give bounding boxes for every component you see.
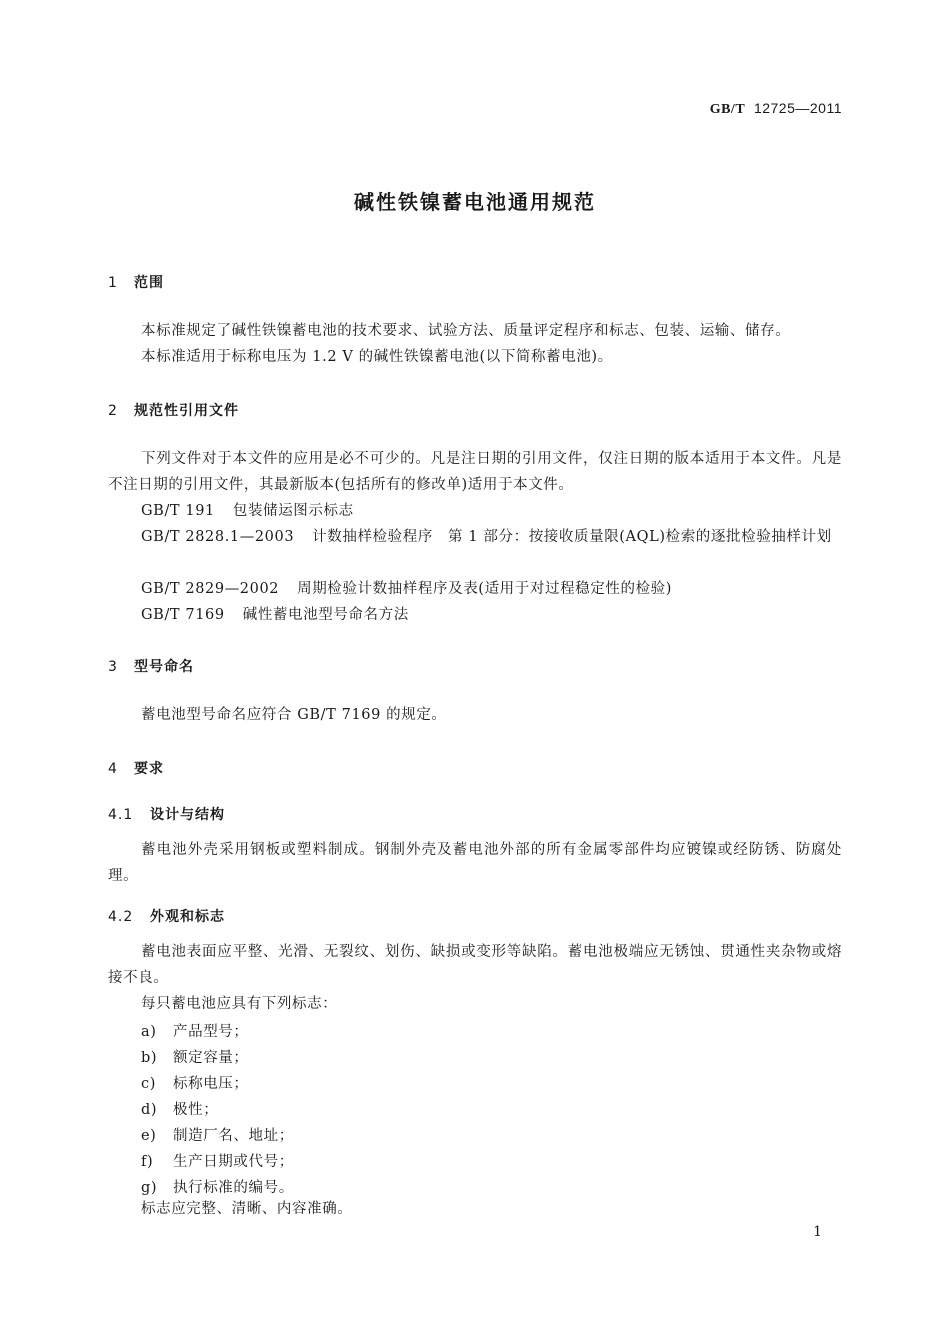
list-item xyxy=(141,1098,218,1119)
standard-code xyxy=(710,100,842,118)
section-3-heading xyxy=(108,656,194,676)
list-text: 执行标准的编号。 xyxy=(173,1180,294,1196)
reference-title: 碱性蓄电池型号命名方法 xyxy=(242,607,409,623)
list-label: d) xyxy=(141,1102,158,1118)
section-4-heading xyxy=(108,758,164,778)
appearance-paragraph: 蓄电池表面应平整、光滑、无裂纹、划伤、缺损或变形等缺陷。蓄电池极端应无锈蚀、贯通性夹杂物或熔接不良。 xyxy=(108,944,842,986)
reference-item xyxy=(108,576,842,602)
reference-code: GB/T 2828.1—2003 xyxy=(141,529,295,545)
list-item xyxy=(141,1072,249,1093)
list-text: 额定容量； xyxy=(173,1050,249,1066)
list-text: 制造厂名、地址； xyxy=(173,1128,294,1144)
subsection-4-2-heading xyxy=(108,906,225,926)
list-item xyxy=(141,1020,249,1041)
standard-prefix: GB/T xyxy=(709,102,746,117)
list-label: b) xyxy=(141,1050,158,1066)
list-text: 生产日期或代号； xyxy=(173,1154,294,1170)
design-structure-paragraph: 蓄电池外壳采用钢板或塑料制成。钢制外壳及蓄电池外部的所有金属零部件均应镀镍或经防锈、防腐处理。 xyxy=(108,842,842,884)
reference-code: GB/T 2829—2002 xyxy=(141,581,280,597)
section-title: 型号命名 xyxy=(134,659,194,675)
list-label: a) xyxy=(141,1024,157,1040)
list-label: c) xyxy=(141,1076,156,1092)
section-number: 3 xyxy=(108,659,118,675)
section-2-heading xyxy=(108,400,239,420)
scope-paragraph-1: 本标准规定了碱性铁镍蓄电池的技术要求、试验方法、质量评定程序和标志、包装、运输、储存。 xyxy=(141,323,791,339)
document-title: 碱性铁镍蓄电池通用规范 xyxy=(354,190,596,214)
list-item xyxy=(141,1176,294,1197)
list-label: g) xyxy=(141,1180,158,1196)
subsection-number: 4.2 xyxy=(108,909,134,925)
subsection-number: 4.1 xyxy=(108,807,134,823)
list-item xyxy=(141,1150,294,1171)
reference-code: GB/T 191 xyxy=(141,503,215,519)
page-number: 1 xyxy=(813,1224,822,1240)
marking-closing: 标志应完整、清晰、内容准确。 xyxy=(141,1201,353,1217)
list-text: 产品型号； xyxy=(173,1024,249,1040)
list-text: 标称电压； xyxy=(173,1076,249,1092)
section-title: 范围 xyxy=(134,275,164,291)
reference-item xyxy=(108,498,842,524)
section-title: 规范性引用文件 xyxy=(134,403,239,419)
list-label: e) xyxy=(141,1128,157,1144)
list-item xyxy=(141,1046,249,1067)
reference-code: GB/T 7169 xyxy=(141,607,225,623)
reference-title: 周期检验计数抽样程序及表(适用于对过程稳定性的检验) xyxy=(297,581,673,597)
reference-title: 计数抽样检验程序 第 1 部分：按接收质量限(AQL)检索的逐批检验抽样计划 xyxy=(312,529,832,545)
reference-title: 包装储运图示标志 xyxy=(232,503,354,519)
reference-item xyxy=(108,602,842,628)
section-number: 1 xyxy=(108,275,118,291)
standard-number: 12725—2011 xyxy=(753,100,842,116)
list-text: 极性； xyxy=(173,1102,219,1118)
subsection-title: 设计与结构 xyxy=(150,807,225,823)
marking-intro: 每只蓄电池应具有下列标志： xyxy=(141,996,338,1012)
section-number: 2 xyxy=(108,403,118,419)
reference-item xyxy=(108,524,842,550)
section-number: 4 xyxy=(108,761,118,777)
section-title: 要求 xyxy=(134,761,164,777)
references-intro: 下列文件对于本文件的应用是必不可少的。凡是注日期的引用文件，仅注日期的版本适用于本文件。凡是不注日期的引用文件，其最新版本(包括所有的修改单)适用于本文件。 xyxy=(108,451,842,493)
section-1-heading xyxy=(108,272,164,292)
model-naming-paragraph: 蓄电池型号命名应符合 GB/T 7169 的规定。 xyxy=(141,707,447,723)
list-item xyxy=(141,1124,294,1145)
scope-paragraph-2: 本标准适用于标称电压为 1.2 V 的碱性铁镍蓄电池(以下简称蓄电池)。 xyxy=(141,349,613,365)
subsection-title: 外观和标志 xyxy=(150,909,225,925)
subsection-4-1-heading xyxy=(108,804,225,824)
list-label: f) xyxy=(141,1154,154,1170)
